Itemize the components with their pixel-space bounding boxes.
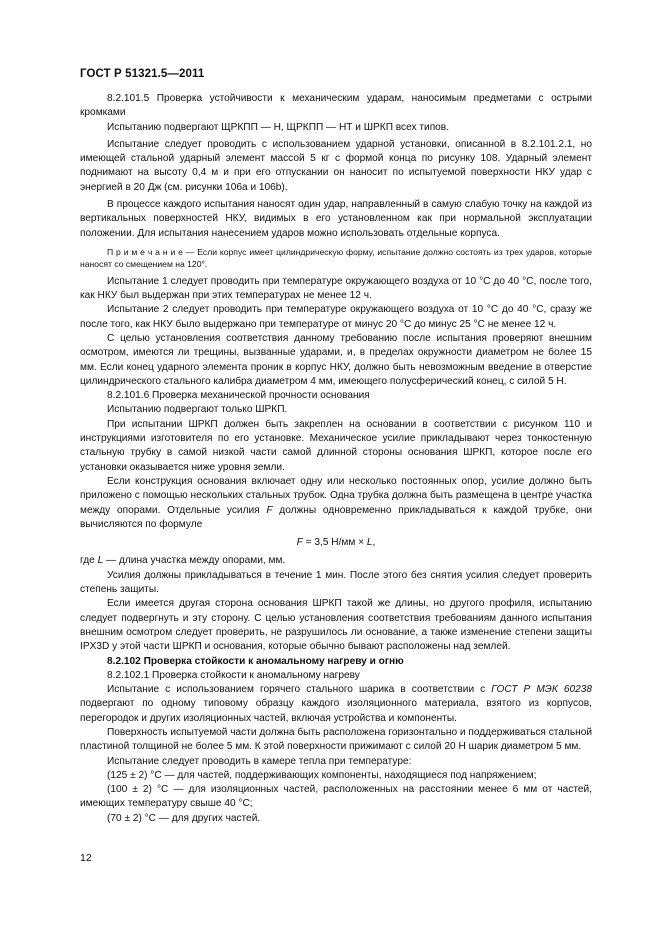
text-run: Если конструкция основания включает одну или несколько постоянных опор, усилие должно быть приложено с помощью нескольких стальных трубок. Одна трубка должна быть размещена в центре участка между опорами. Отдельные усилия (80, 475, 592, 516)
paragraph: Если имеется другая сторона основания ШРКП такой же длины, но другого профиля, испытанию следует подвергнуть и эту сторону. С целью установления соответствия требованиям данного испытания внешним осмотром следует проверить, не разрушилось ли основание, а также изменение степени защиты IPX3D у этой части ШРКП и основания, которые обычно бывают расположены над землей. (80, 598, 592, 653)
paragraph (80, 683, 592, 726)
clause-8-2-102-heading: 8.2.102 Проверка стойкости к аномальному нагреву и огню (107, 655, 404, 667)
paragraph: Испытанию подвергают только ШРКП. (107, 404, 288, 416)
formula-lhs: F (296, 537, 303, 549)
variable-l: L (97, 555, 104, 567)
formula (80, 536, 592, 550)
paragraph: Испытанию подвергают ЩРКПП — Н, ЩРКПП — НТ и ШРКП всех типов. (107, 121, 450, 133)
paragraph: Испытание следует проводить в камере тепла при температуре: (107, 755, 412, 767)
paragraph: С целью установления соответствия данному требованию после испытания проверяют внешним осмотром, имеются ли трещины, вызванные ударами, и, в пределах окружности диаметром не более 15 мм. Если конец ударного элемента проник в корпус НКУ, должно быть невозможным введение в отверстие цилиндрического стального калибра диаметром 4 мм, имеющего полусферический конец, с силой 5 Н. (80, 332, 592, 387)
variable-f: F (266, 504, 273, 516)
paragraph: Усилия должны прикладываться в течение 1 мин. После этого без снятия усилия следует проверить степень защиты. (80, 569, 592, 596)
text-run: — длина участка между опорами, мм. (103, 555, 286, 567)
text-run: где (80, 555, 98, 567)
list-item: (100 ± 2) °С — для изоляционных частей, расположенных на расстоянии менее 6 мм от частей, имеющих температуру свыше 40 °С; (80, 784, 592, 810)
text-run: подвергают по одному типовому образцу каждого изоляционного материала, взятого из корпусов, перегородок и других изоляционных частей, включая устройства и компоненты. (80, 698, 592, 724)
list-item: (125 ± 2) °С — для частей, поддерживающих компоненты, находящиеся под напряжением; (107, 769, 537, 781)
clause-8-2-102-1-heading: 8.2.102.1 Проверка стойкости к аномальному нагреву (107, 669, 360, 681)
text-run: должны одновременно прикладываться к каждой трубке, они вычисляются по формуле (80, 504, 592, 530)
document-header: ГОСТ Р 51321.5—2011 (80, 68, 205, 80)
text-run: Испытание с использованием горячего стального шарика в соответствии с (107, 684, 492, 696)
paragraph (80, 475, 592, 532)
formula-middle: = 3,5 Н/мм × (302, 537, 367, 549)
paragraph: Испытание 2 следует проводить при температуре окружающего воздуха от 10 °С до 40 °С, сразу же после того, как НКУ было выдержано при температуре от минус 20 °С до минус 25 °С не менее 12 ч. (80, 304, 592, 330)
list-item: (70 ± 2) °С — для других частей. (107, 812, 261, 824)
paragraph: Испытание 1 следует проводить при температуре окружающего воздуха от 10 °С до 40 °С, после того, как НКУ был выдержан при этих температурах не менее 12 ч. (80, 275, 592, 302)
page-body (80, 92, 592, 826)
clause-8-2-101-5-heading: 8.2.101.5 Проверка устойчивости к механическим ударам, наносимым предметами с острыми кромками (80, 93, 592, 119)
formula-rhs: L (366, 537, 373, 549)
clause-8-2-101-6-heading: 8.2.101.6 Проверка механической прочности основания (107, 390, 370, 402)
page-number: 12 (80, 852, 92, 864)
paragraph: Поверхность испытуемой части должна быть расположена горизонтально и поддерживаться стальной пластиной толщиной не более 5 мм. К этой поверхности прижимают с силой 20 Н шарик диаметром 5 мм. (80, 726, 592, 753)
note: П р и м е ч а н и е — Если корпус имеет цилиндрическую форму, испытание должно состоять из трех ударов, которые наносят со смещением на 120°. (80, 246, 592, 270)
formula-explanation (80, 554, 592, 568)
paragraph: Испытание следует проводить с использованием ударной установки, описанной в 8.2.101.2.1, но имеющей стальной ударный элемент массой 5 кг с формой конца по рисунку 108. Ударный элемент поднимают на высоту 0,4 м и при его отпускании он наносит по испытуемой поверхности НКУ удар с энергией в 20 Дж (см. рисунки 106a и 106b). (80, 138, 592, 193)
paragraph: В процессе каждого испытания наносят один удар, направленный в самую слабую точку на каждой из вертикальных поверхностей НКУ, видимых в его установленном как при нормальной эксплуатации положении. Для испытания нанесением ударов можно использовать отдельные корпуса. (80, 199, 592, 239)
paragraph: При испытании ШРКП должен быть закреплен на основании в соответствии с рисунком 110 и инструкциями изготовителя по его установке. Механическое усилие прикладывают через тонкостенную стальную трубку в самой низкой части самой длинной стороны основания ШРКП, которое после его установки оказывается ниже уровня земли. (80, 418, 592, 473)
formula-end: , (372, 537, 376, 549)
standard-reference-link[interactable]: ГОСТ Р МЭК 60238 (491, 684, 593, 696)
